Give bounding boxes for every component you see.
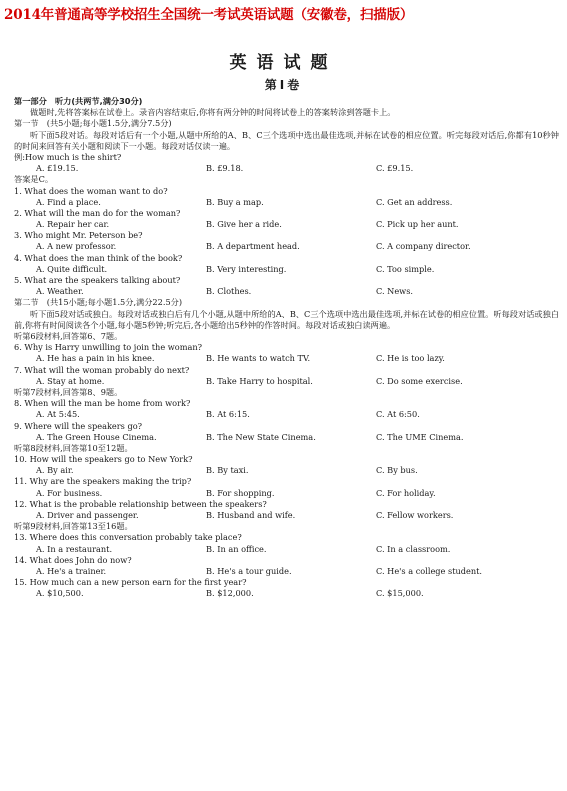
question-options [14,286,559,297]
option-a: A. Find a place. [36,196,101,207]
question-text: 14. What does John do now? [14,554,132,565]
example-option-c: C. £9.15. [376,163,414,174]
question-text: 12. What is the probable relationship between the speakers? [14,498,267,509]
question-options [14,264,559,275]
option-c: C. At 6:50. [376,409,420,420]
question-text: 2. What will the man do for the woman? [14,207,181,218]
option-b: B. Husband and wife. [206,510,296,521]
option-b: B. A department head. [206,241,300,252]
section2-heading: 第二节 (共15小题;每小题1.5分,满分22.5分) [14,297,183,308]
example-option-b: B. £9.18. [206,163,244,174]
option-c: C. Pick up her aunt. [376,219,459,230]
question-options [14,197,559,208]
option-a: A. Driver and passenger. [36,510,139,521]
question-text: 1. What does the woman want to do? [14,185,168,196]
option-a: A. By air. [36,465,74,476]
part1-instructions: 做题时,先将答案标在试卷上。录音内容结束后,你将有两分钟的时间将试卷上的答案转涂到答题卡上。 [30,107,396,118]
volume-title: 第Ⅰ卷 [264,78,303,92]
option-c: C. The UME Cinema. [376,431,464,442]
question-text: 8. When will the man be home from work? [14,398,191,409]
option-a: A. At 5:45. [36,409,80,420]
option-c: C. In a classroom. [376,543,451,554]
section1-questions [14,186,559,298]
question-options [14,353,559,364]
option-a: A. He has a pain in his knee. [36,353,155,364]
example-option-a: A. £19.15. [36,163,79,174]
option-b: B. By taxi. [206,465,249,476]
option-b: B. He's a tour guide. [206,565,292,576]
option-b: B. Take Harry to hospital. [206,375,313,386]
section2-instructions: 听下面5段对话或独白。每段对话或独白后有几个小题,从题中所给的A、B、C三个选项中选出最佳选项,并标在试卷的相应位置。听每段对话或独白前,你将有时间阅读各个小题,每小题5秒钟;听完后,各小题给出5秒钟的作答时间。每段对话或独白读两遍。 [14,308,559,330]
option-b: B. Give her a ride. [206,219,282,230]
question-text: 15. How much can a new person earn for the first year? [14,577,247,588]
material-intro: 听第6段材料,回答第6、7题。 [14,331,123,342]
material-intro: 听第7段材料,回答第8、9题。 [14,386,123,397]
question-options [14,409,559,420]
option-c: C. For holiday. [376,487,436,498]
section1-heading: 第一节 (共5小题;每小题1.5分,满分7.5分) [14,118,172,129]
option-c: C. By bus. [376,465,418,476]
option-a: A. The Green House Cinema. [36,431,157,442]
question-options [14,588,559,599]
option-c: C. Get an address. [376,196,453,207]
exam-title: 英语试题 [229,53,338,73]
example-options [14,163,559,174]
question-options [14,241,559,252]
option-a: A. He's a trainer. [36,565,107,576]
option-b: B. For shopping. [206,487,275,498]
option-a: A. For business. [36,487,103,498]
question-text: 13. Where does this conversation probably take place? [14,532,242,543]
option-b: B. Buy a map. [206,196,264,207]
question-text: 4. What does the man think of the book? [14,252,183,263]
option-a: A. A new professor. [36,241,117,252]
question-options [14,544,559,555]
question-options [14,488,559,499]
option-b: B. Clothes. [206,286,252,297]
option-a: A. In a restaurant. [36,543,113,554]
question-options [14,376,559,387]
option-a: A. $10,500. [36,588,84,599]
exam-content [14,96,559,600]
question-options [14,465,559,476]
option-b: B. He wants to watch TV. [206,353,311,364]
question-options [14,566,559,577]
option-b: B. The New State Cinema. [206,431,316,442]
option-c: C. Fellow workers. [376,510,454,521]
section2-questions [14,331,559,600]
option-b: B. In an office. [206,543,267,554]
question-text: 9. Where will the speakers go? [14,420,143,431]
option-c: C. $15,000. [376,588,424,599]
option-a: A. Stay at home. [36,375,105,386]
option-b: B. At 6:15. [206,409,250,420]
question-options [14,432,559,443]
option-c: C. He's a college student. [376,565,483,576]
part1-heading: 第一部分 听力(共两节,满分30分) [14,96,143,106]
question-text: 7. What will the woman probably do next? [14,364,190,375]
option-b: B. Very interesting. [206,263,287,274]
option-c: C. News. [376,286,413,297]
option-c: C. He is too lazy. [376,353,445,364]
question-options [14,510,559,521]
example-answer: 答案是C。 [14,174,54,185]
option-b: B. $12,000. [206,588,254,599]
option-c: C. Too simple. [376,263,435,274]
question-text: 11. Why are the speakers making the trip? [14,476,192,487]
question-options [14,219,559,230]
option-a: A. Quite difficult. [36,263,108,274]
question-text: 3. Who might Mr. Peterson be? [14,230,143,241]
question-text: 5. What are the speakers talking about? [14,275,181,286]
material-intro: 听第8段材料,回答第10至12题。 [14,442,133,453]
material-intro: 听第9段材料,回答第13至16题。 [14,521,133,532]
option-c: C. A company director. [376,241,471,252]
option-c: C. Do some exercise. [376,375,463,386]
option-a: A. Weather. [36,286,84,297]
page-header-title: 2014年普通高等学校招生全国统一考试英语试题（安徽卷，扫描版） [4,7,414,23]
option-a: A. Repair her car. [36,219,110,230]
question-text: 10. How will the speakers go to New York? [14,454,193,465]
question-text: 6. Why is Harry unwilling to join the woman? [14,342,203,353]
section1-instructions: 听下面5段对话。每段对话后有一个小题,从题中所给的A、B、C三个选项中选出最佳选项,并标在试卷的相应位置。听完每段对话后,你都有10秒钟的时间来回答有关小题和阅读下一小题。每段对话仅读一遍。 [14,129,559,151]
example-question: 例:How much is the shirt? [14,151,122,162]
